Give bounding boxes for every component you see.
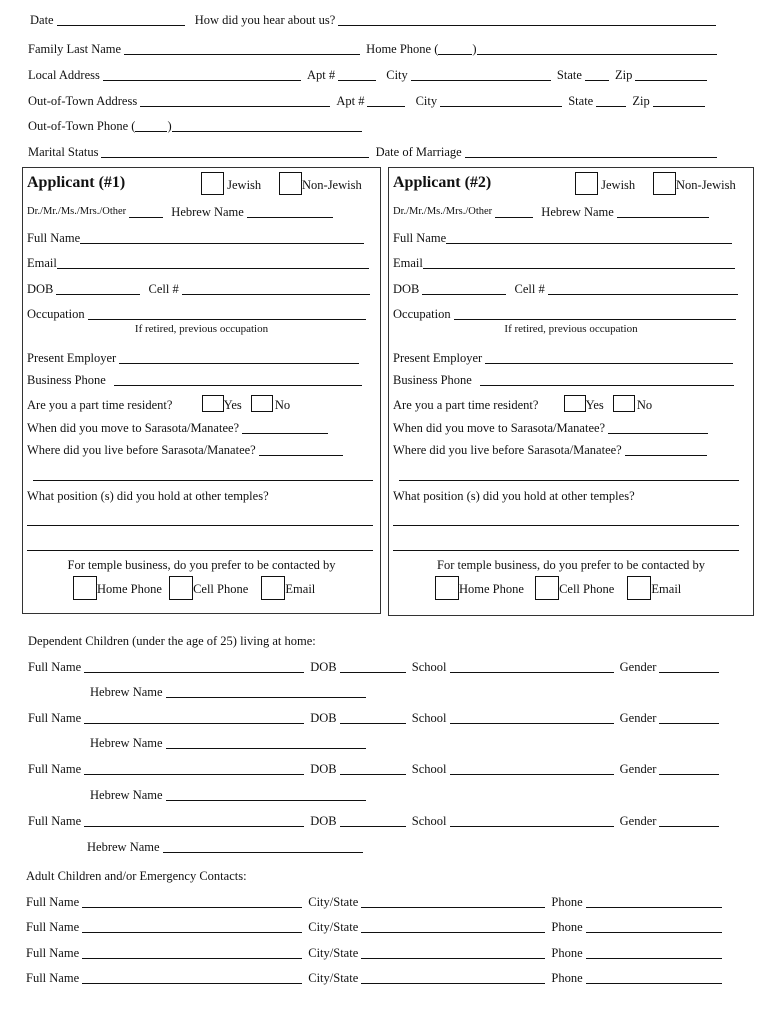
child-dob-label: DOB bbox=[310, 814, 337, 828]
adult-full-name-field[interactable] bbox=[82, 946, 302, 959]
applicant2-cell-field[interactable] bbox=[548, 282, 738, 295]
applicant2-no-checkbox[interactable] bbox=[613, 395, 635, 412]
applicant1-contact-pref-label: For temple business, do you prefer to be contacted by bbox=[67, 558, 336, 572]
applicant2-live-before-label: Where did you live before Sarasota/Manatee? bbox=[393, 443, 622, 457]
applicant2-contact-options bbox=[435, 576, 681, 600]
adult-city-state-field[interactable] bbox=[361, 895, 545, 908]
apt-field[interactable] bbox=[338, 68, 376, 81]
adult-city-state-label: City/State bbox=[308, 920, 359, 934]
home-phone-field[interactable] bbox=[477, 42, 717, 55]
child-full-name-label: Full Name bbox=[28, 660, 82, 674]
family-row bbox=[28, 40, 720, 58]
applicant2-hebrew-name-field[interactable] bbox=[617, 205, 709, 218]
applicant2-home-phone-label: Home Phone bbox=[459, 582, 524, 596]
out-of-town-phone-row bbox=[28, 117, 365, 135]
applicant1-hebrew-name-field[interactable] bbox=[247, 205, 333, 218]
city-label: City bbox=[386, 68, 408, 82]
applicant1-move-row bbox=[27, 419, 331, 437]
applicant2-live-before-row bbox=[393, 441, 710, 459]
adult-full-name-label: Full Name bbox=[26, 946, 80, 960]
adult-phone-field[interactable] bbox=[586, 895, 722, 908]
applicant1-home-phone-checkbox[interactable] bbox=[73, 576, 97, 600]
applicant1-hebrew-name-label: Hebrew Name bbox=[171, 205, 244, 219]
local-address-field[interactable] bbox=[103, 68, 301, 81]
applicant1-nonjewish-label: Non-Jewish bbox=[302, 178, 362, 192]
applicant1-jewish-option bbox=[201, 172, 261, 190]
child-full-name-field[interactable] bbox=[84, 814, 304, 827]
applicant2-cell-phone-label: Cell Phone bbox=[559, 582, 615, 596]
applicant2-hebrew-name-label: Hebrew Name bbox=[541, 205, 614, 219]
home-phone-label: Home Phone ( bbox=[366, 42, 439, 56]
applicant2-yes-label: Yes bbox=[585, 398, 604, 412]
adult-phone-label: Phone bbox=[551, 920, 583, 934]
applicant2-email-row bbox=[393, 254, 738, 272]
applicant1-live-before-row bbox=[27, 441, 346, 459]
child-school-field[interactable] bbox=[450, 660, 614, 673]
applicant1-jewish-label: Jewish bbox=[227, 178, 262, 192]
child-gender-label: Gender bbox=[619, 814, 657, 828]
adult-phone-field[interactable] bbox=[586, 946, 722, 959]
child-row bbox=[28, 709, 722, 727]
child-hebrew-name-label: Hebrew Name bbox=[87, 840, 160, 854]
applicant2-positions-line2[interactable] bbox=[393, 538, 739, 551]
date-of-marriage-label: Date of Marriage bbox=[375, 145, 462, 159]
state-label: State bbox=[556, 68, 582, 82]
applicant1-salutation-field[interactable] bbox=[129, 205, 163, 218]
child-hebrew-name-field[interactable] bbox=[163, 840, 363, 853]
child-school-label: School bbox=[411, 660, 447, 674]
applicant2-email-label: Email bbox=[393, 256, 423, 270]
child-dob-label: DOB bbox=[310, 660, 337, 674]
child-dob-label: DOB bbox=[310, 762, 337, 776]
applicant2-move-field[interactable] bbox=[608, 421, 708, 434]
applicant1-live-before-field[interactable] bbox=[259, 443, 343, 456]
applicant1-jewish-checkbox[interactable] bbox=[201, 172, 224, 195]
applicant1-email-row bbox=[27, 254, 372, 272]
applicant2-positions-line1[interactable] bbox=[393, 513, 739, 526]
applicant2-box bbox=[388, 167, 754, 616]
applicant1-live-before-label: Where did you live before Sarasota/Manatee? bbox=[27, 443, 256, 457]
child-full-name-label: Full Name bbox=[28, 711, 82, 725]
child-gender-label: Gender bbox=[619, 711, 657, 725]
child-full-name-label: Full Name bbox=[28, 762, 82, 776]
child-dob-field[interactable] bbox=[340, 762, 406, 775]
city-label-2: City bbox=[415, 94, 438, 108]
applicant1-business-phone-field[interactable] bbox=[114, 373, 362, 386]
applicant1-positions-line2[interactable] bbox=[27, 538, 373, 551]
applicant2-nonjewish-option bbox=[653, 172, 736, 190]
applicant2-present-employer-label: Present Employer bbox=[393, 351, 483, 365]
child-hebrew-name-field[interactable] bbox=[166, 788, 366, 801]
applicant1-positions-label: What position (s) did you hold at other temples? bbox=[27, 489, 269, 503]
applicant2-salutation-field[interactable] bbox=[495, 205, 533, 218]
applicant2-email-checkbox[interactable] bbox=[627, 576, 651, 600]
adult-full-name-label: Full Name bbox=[26, 895, 80, 909]
out-of-town-address-field[interactable] bbox=[140, 94, 330, 107]
applicant1-home-phone-label: Home Phone bbox=[97, 582, 162, 596]
applicant2-business-phone-field[interactable] bbox=[480, 373, 734, 386]
child-school-label: School bbox=[411, 762, 447, 776]
applicant2-occupation-label: Occupation bbox=[393, 307, 451, 321]
applicant1-cell-label: Cell # bbox=[148, 282, 179, 296]
child-hebrew-row bbox=[87, 838, 366, 856]
applicant2-home-phone-checkbox[interactable] bbox=[435, 576, 459, 600]
applicant2-dob-label: DOB bbox=[393, 282, 420, 296]
applicant1-box bbox=[22, 167, 381, 614]
applicant1-nonjewish-option bbox=[279, 172, 362, 190]
children-heading: Dependent Children (under the age of 25) living at home: bbox=[28, 634, 316, 648]
child-hebrew-name-label: Hebrew Name bbox=[90, 788, 163, 802]
out-of-town-phone-field[interactable] bbox=[172, 119, 362, 132]
state-label-2: State bbox=[568, 94, 594, 108]
adult-phone-field[interactable] bbox=[586, 920, 722, 933]
marital-row bbox=[28, 143, 720, 161]
applicant2-yes-checkbox[interactable] bbox=[564, 395, 586, 412]
zip-label: Zip bbox=[615, 68, 633, 82]
applicant2-no-label: No bbox=[636, 398, 653, 412]
applicant1-yes-checkbox[interactable] bbox=[202, 395, 224, 412]
applicant1-cell-phone-checkbox[interactable] bbox=[169, 576, 193, 600]
city-field[interactable] bbox=[411, 68, 551, 81]
adult-phone-label: Phone bbox=[551, 895, 583, 909]
apt-label: Apt # bbox=[306, 68, 336, 82]
adult-city-state-label: City/State bbox=[308, 946, 359, 960]
adult-contact-row bbox=[26, 893, 725, 911]
date-field[interactable] bbox=[57, 13, 185, 26]
applicant1-contact-options bbox=[73, 576, 315, 600]
applicant1-part-time-label: Are you a part time resident? bbox=[27, 398, 173, 412]
child-hebrew-name-label: Hebrew Name bbox=[90, 736, 163, 750]
applicant1-salutation-row bbox=[27, 203, 336, 221]
date-row bbox=[30, 11, 719, 29]
applicant1-occupation-field[interactable] bbox=[88, 307, 366, 320]
adult-phone-label: Phone bbox=[551, 946, 583, 960]
applicant1-retired-note: If retired, previous occupation bbox=[134, 323, 269, 335]
applicant2-full-name-label: Full Name bbox=[393, 231, 447, 245]
applicant1-move-label: When did you move to Sarasota/Manatee? bbox=[27, 421, 240, 435]
adult-city-state-label: City/State bbox=[308, 971, 359, 985]
applicant2-dob-field[interactable] bbox=[422, 282, 506, 295]
child-row bbox=[28, 658, 722, 676]
child-gender-label: Gender bbox=[619, 762, 657, 776]
local-address-row bbox=[28, 66, 710, 84]
applicant2-full-name-field[interactable] bbox=[446, 231, 732, 244]
out-of-town-phone-label: Out-of-Town Phone ( bbox=[28, 119, 136, 133]
child-row bbox=[28, 812, 722, 830]
applicant2-part-time-label: Are you a part time resident? bbox=[393, 398, 539, 412]
adult-phone-field[interactable] bbox=[586, 971, 722, 984]
applicant2-dob-row bbox=[393, 280, 741, 298]
child-school-field[interactable] bbox=[450, 711, 614, 724]
applicant1-email-label: Email bbox=[27, 256, 57, 270]
child-full-name-label: Full Name bbox=[28, 814, 82, 828]
applicant2-present-employer-field[interactable] bbox=[485, 351, 733, 364]
applicant1-dob-label: DOB bbox=[27, 282, 54, 296]
child-dob-field[interactable] bbox=[340, 814, 406, 827]
applicant1-part-time-row bbox=[27, 395, 290, 413]
applicant1-dob-field[interactable] bbox=[56, 282, 140, 295]
adult-city-state-field[interactable] bbox=[361, 971, 545, 984]
adult-city-state-label: City/State bbox=[308, 895, 359, 909]
hear-label: How did you hear about us? bbox=[194, 13, 336, 27]
child-hebrew-row bbox=[90, 786, 369, 804]
applicant1-no-label: No bbox=[274, 398, 291, 412]
hear-field[interactable] bbox=[338, 13, 716, 26]
applicant1-dob-row bbox=[27, 280, 373, 298]
applicant1-title: Applicant (#1) bbox=[27, 174, 126, 191]
applicant2-nonjewish-label: Non-Jewish bbox=[676, 178, 736, 192]
child-row bbox=[28, 760, 722, 778]
adult-contact-row bbox=[26, 969, 725, 987]
child-hebrew-name-label: Hebrew Name bbox=[90, 685, 163, 699]
family-last-name-field[interactable] bbox=[124, 42, 360, 55]
child-full-name-field[interactable] bbox=[84, 762, 304, 775]
child-school-field[interactable] bbox=[450, 814, 614, 827]
applicant1-salutation-label: Dr./Mr./Ms./Mrs./Other bbox=[27, 206, 127, 217]
home-phone-area-field[interactable] bbox=[438, 42, 472, 55]
applicant2-positions-label: What position (s) did you hold at other temples? bbox=[393, 489, 635, 503]
apt-field-2[interactable] bbox=[367, 94, 405, 107]
adult-contact-row bbox=[26, 944, 725, 962]
out-of-town-phone-close: ) bbox=[167, 119, 172, 133]
child-gender-field[interactable] bbox=[659, 814, 719, 827]
applicant2-fullname-row bbox=[393, 229, 735, 247]
child-full-name-field[interactable] bbox=[84, 660, 304, 673]
out-of-town-address-label: Out-of-Town Address bbox=[28, 94, 138, 108]
adults-heading: Adult Children and/or Emergency Contacts: bbox=[26, 869, 247, 883]
applicant1-business-phone-row bbox=[27, 371, 365, 389]
zip-field-2[interactable] bbox=[653, 94, 705, 107]
applicant1-employer-row bbox=[27, 349, 362, 367]
applicant2-part-time-row bbox=[393, 395, 652, 413]
marital-status-label: Marital Status bbox=[28, 145, 99, 159]
zip-label-2: Zip bbox=[632, 94, 650, 108]
applicant1-nonjewish-checkbox[interactable] bbox=[279, 172, 302, 195]
out-of-town-phone-area-field[interactable] bbox=[135, 119, 167, 132]
applicant2-contact-pref-label: For temple business, do you prefer to be contacted by bbox=[437, 558, 705, 572]
applicant1-present-employer-field[interactable] bbox=[119, 351, 359, 364]
applicant1-business-phone-label: Business Phone bbox=[27, 373, 106, 387]
applicant1-fullname-row bbox=[27, 229, 367, 247]
child-hebrew-name-field[interactable] bbox=[166, 736, 366, 749]
child-dob-field[interactable] bbox=[340, 711, 406, 724]
applicant2-title: Applicant (#2) bbox=[393, 174, 492, 191]
child-gender-field[interactable] bbox=[659, 711, 719, 724]
applicant1-full-name-field[interactable] bbox=[80, 231, 364, 244]
applicant2-business-phone-label: Business Phone bbox=[393, 373, 472, 387]
applicant2-jewish-label: Jewish bbox=[601, 178, 636, 192]
child-school-label: School bbox=[411, 711, 447, 725]
applicant2-move-row bbox=[393, 419, 711, 437]
applicant2-salutation-row bbox=[393, 203, 712, 221]
state-field[interactable] bbox=[585, 68, 609, 81]
adult-phone-label: Phone bbox=[551, 971, 583, 985]
child-school-field[interactable] bbox=[450, 762, 614, 775]
child-hebrew-row bbox=[90, 683, 369, 701]
out-of-town-address-row bbox=[28, 92, 708, 110]
home-phone-close: ) bbox=[472, 42, 477, 56]
child-hebrew-name-field[interactable] bbox=[166, 685, 366, 698]
adult-city-state-field[interactable] bbox=[361, 920, 545, 933]
applicant2-nonjewish-checkbox[interactable] bbox=[653, 172, 676, 195]
applicant2-occupation-field[interactable] bbox=[454, 307, 736, 320]
applicant2-jewish-option bbox=[575, 172, 635, 190]
applicant2-email-option-label: Email bbox=[651, 582, 682, 596]
applicant2-employer-row bbox=[393, 349, 736, 367]
applicant1-cell-phone-label: Cell Phone bbox=[193, 582, 249, 596]
apt-label-2: Apt # bbox=[336, 94, 365, 108]
zip-field[interactable] bbox=[635, 68, 707, 81]
applicant2-move-label: When did you move to Sarasota/Manatee? bbox=[393, 421, 606, 435]
applicant1-positions-line1[interactable] bbox=[27, 513, 373, 526]
child-full-name-field[interactable] bbox=[84, 711, 304, 724]
child-hebrew-row bbox=[90, 734, 369, 752]
adult-full-name-field[interactable] bbox=[82, 971, 302, 984]
child-school-label: School bbox=[411, 814, 447, 828]
applicant2-cell-label: Cell # bbox=[514, 282, 545, 296]
applicant2-retired-note: If retired, previous occupation bbox=[504, 323, 638, 335]
applicant2-salutation-label: Dr./Mr./Ms./Mrs./Other bbox=[393, 206, 493, 217]
date-of-marriage-field[interactable] bbox=[465, 145, 717, 158]
applicant1-move-field[interactable] bbox=[242, 421, 328, 434]
family-last-name-label: Family Last Name bbox=[28, 42, 122, 56]
applicant2-cell-phone-checkbox[interactable] bbox=[535, 576, 559, 600]
applicant2-jewish-checkbox[interactable] bbox=[575, 172, 598, 195]
adult-full-name-label: Full Name bbox=[26, 920, 80, 934]
date-label: Date bbox=[30, 13, 54, 27]
adult-contact-row bbox=[26, 918, 725, 936]
adult-full-name-field[interactable] bbox=[82, 920, 302, 933]
applicant2-live-before-line2[interactable] bbox=[399, 468, 739, 481]
state-field-2[interactable] bbox=[596, 94, 626, 107]
applicant1-email-field[interactable] bbox=[57, 256, 369, 269]
child-dob-field[interactable] bbox=[340, 660, 406, 673]
city-field-2[interactable] bbox=[440, 94, 562, 107]
applicant1-present-employer-label: Present Employer bbox=[27, 351, 117, 365]
applicant1-full-name-label: Full Name bbox=[27, 231, 81, 245]
child-dob-label: DOB bbox=[310, 711, 337, 725]
adult-full-name-field[interactable] bbox=[82, 895, 302, 908]
marital-status-field[interactable] bbox=[101, 145, 369, 158]
child-gender-field[interactable] bbox=[659, 762, 719, 775]
applicant1-email-checkbox[interactable] bbox=[261, 576, 285, 600]
adult-full-name-label: Full Name bbox=[26, 971, 80, 985]
applicant2-live-before-field[interactable] bbox=[625, 443, 707, 456]
applicant2-business-phone-row bbox=[393, 371, 737, 389]
applicant1-yes-label: Yes bbox=[223, 398, 242, 412]
applicant1-cell-field[interactable] bbox=[182, 282, 370, 295]
applicant1-email-option-label: Email bbox=[285, 582, 316, 596]
adult-city-state-field[interactable] bbox=[361, 946, 545, 959]
child-gender-field[interactable] bbox=[659, 660, 719, 673]
applicant1-occupation-label: Occupation bbox=[27, 307, 85, 321]
local-address-label: Local Address bbox=[28, 68, 100, 82]
applicant1-no-checkbox[interactable] bbox=[251, 395, 273, 412]
applicant2-email-field[interactable] bbox=[423, 256, 735, 269]
applicant1-live-before-line2[interactable] bbox=[33, 468, 373, 481]
child-gender-label: Gender bbox=[619, 660, 657, 674]
